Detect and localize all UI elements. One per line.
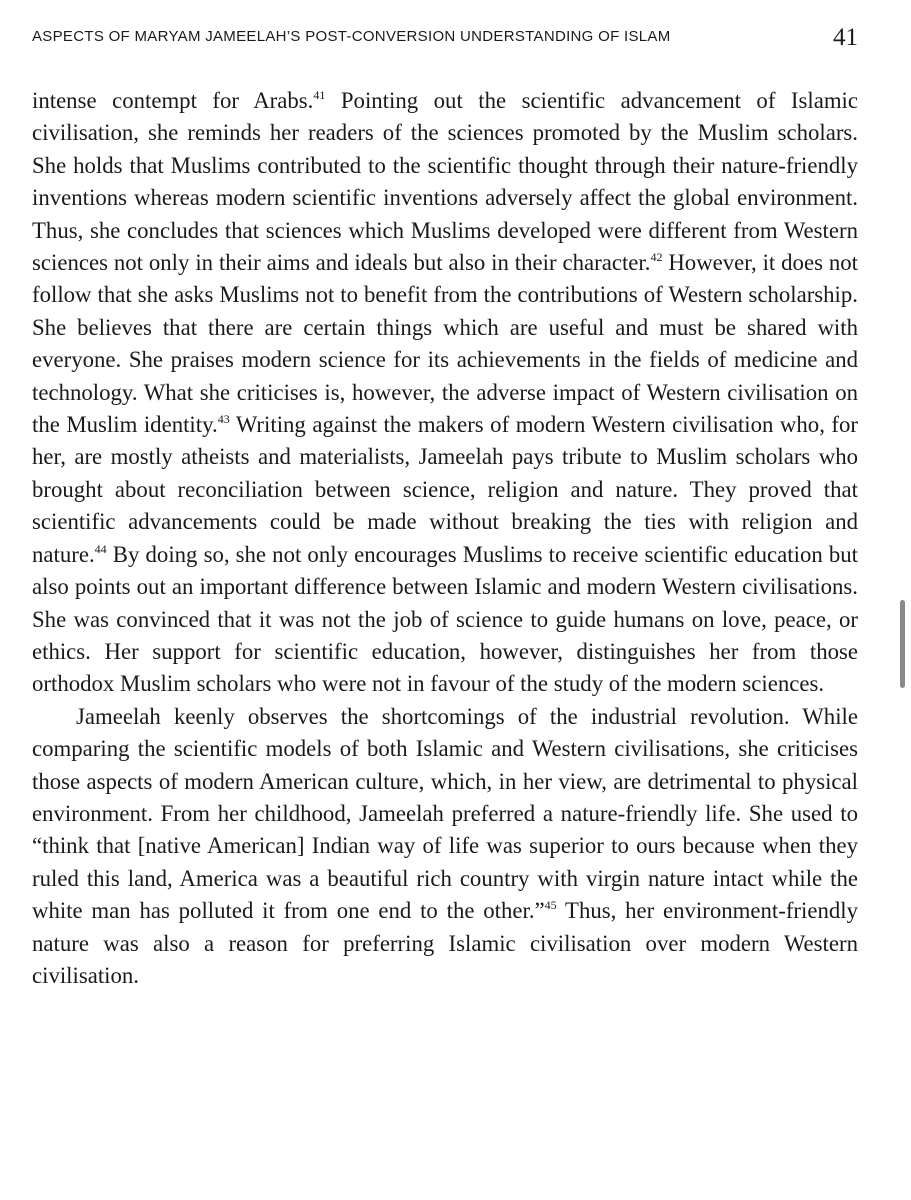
text-run: By doing so, she not only encourages Muslims to receive scientific education but also points out an important difference between Islamic and modern Western civilisations. She was convinced that it was not the job of science to guide humans on love, peace, or ethics. Her support for scientific education, however, distinguishes her from those orthodox Muslim scholars who were not in favour of the study of the modern sciences. [32, 541, 858, 697]
text-run: Pointing out the scientific advancement of Islamic civilisation, she reminds her readers of the sciences promoted by the Muslim scholars. She holds that Muslims contributed to the scientific thought through their nature-friendly inventions whereas modern scientific inventions adversely affect the global environment. Thus, she concludes that sciences which Muslims developed were different from Western sciences not only in their aims and ideals but also in their character. [32, 88, 859, 276]
text-run: However, it does not follow that she asks Muslims not to benefit from the contributions of Western scholarship. She believes that there are certain things which are useful and must be shared with everyone. She praises modern science for its achievements in the fields of medicine and technology. What she criticises is, however, the adverse impact of Western civilisation on the Muslim identity. [32, 250, 858, 438]
footnote-ref-43[interactable]: 43 [217, 412, 230, 427]
page-header [32, 24, 858, 54]
text-run: Writing against the makers of modern Western civilisation who, for her, are mostly atheists and materialists, Jameelah pays tribute to Muslim scholars who brought about reconciliation between science, religion and nature. They proved that scientific advancements could be made without breaking the ties with religion and nature. [32, 412, 858, 567]
scrollbar-thumb[interactable] [900, 600, 905, 688]
text-run: intense contempt for Arabs. [32, 88, 314, 113]
text-run: Jameelah keenly observes the shortcomings of the industrial revolution. While comparing the scientific models of both Islamic and Western civilisations, she criticises those aspects of modern American culture, which, in her view, are detrimental to physical environment. From her childhood, Jameelah preferred a nature-friendly life. She used to “think that [native American] Indian way of life was superior to ours because when they ruled this land, America was a beautiful rich country with virgin nature intact while the white man has polluted it from one end to the other.” [32, 703, 858, 924]
text-run: Thus, her environment-friendly nature was also a reason for preferring Islamic civilisation over modern Western civilisation. [32, 898, 858, 988]
footnote-ref-42[interactable]: 42 [650, 250, 663, 265]
page-number: 41 [833, 24, 858, 51]
footnote-ref-41[interactable]: 41 [313, 88, 326, 102]
paragraph-2 [32, 701, 858, 993]
body-text [32, 85, 858, 992]
footnote-ref-44[interactable]: 44 [94, 541, 107, 556]
running-title: ASPECTS OF MARYAM JAMEELAH’S POST-CONVERSION UNDERSTANDING OF ISLAM [32, 28, 671, 45]
paragraph-1 [32, 85, 858, 701]
footnote-ref-45[interactable]: 45 [544, 898, 557, 913]
